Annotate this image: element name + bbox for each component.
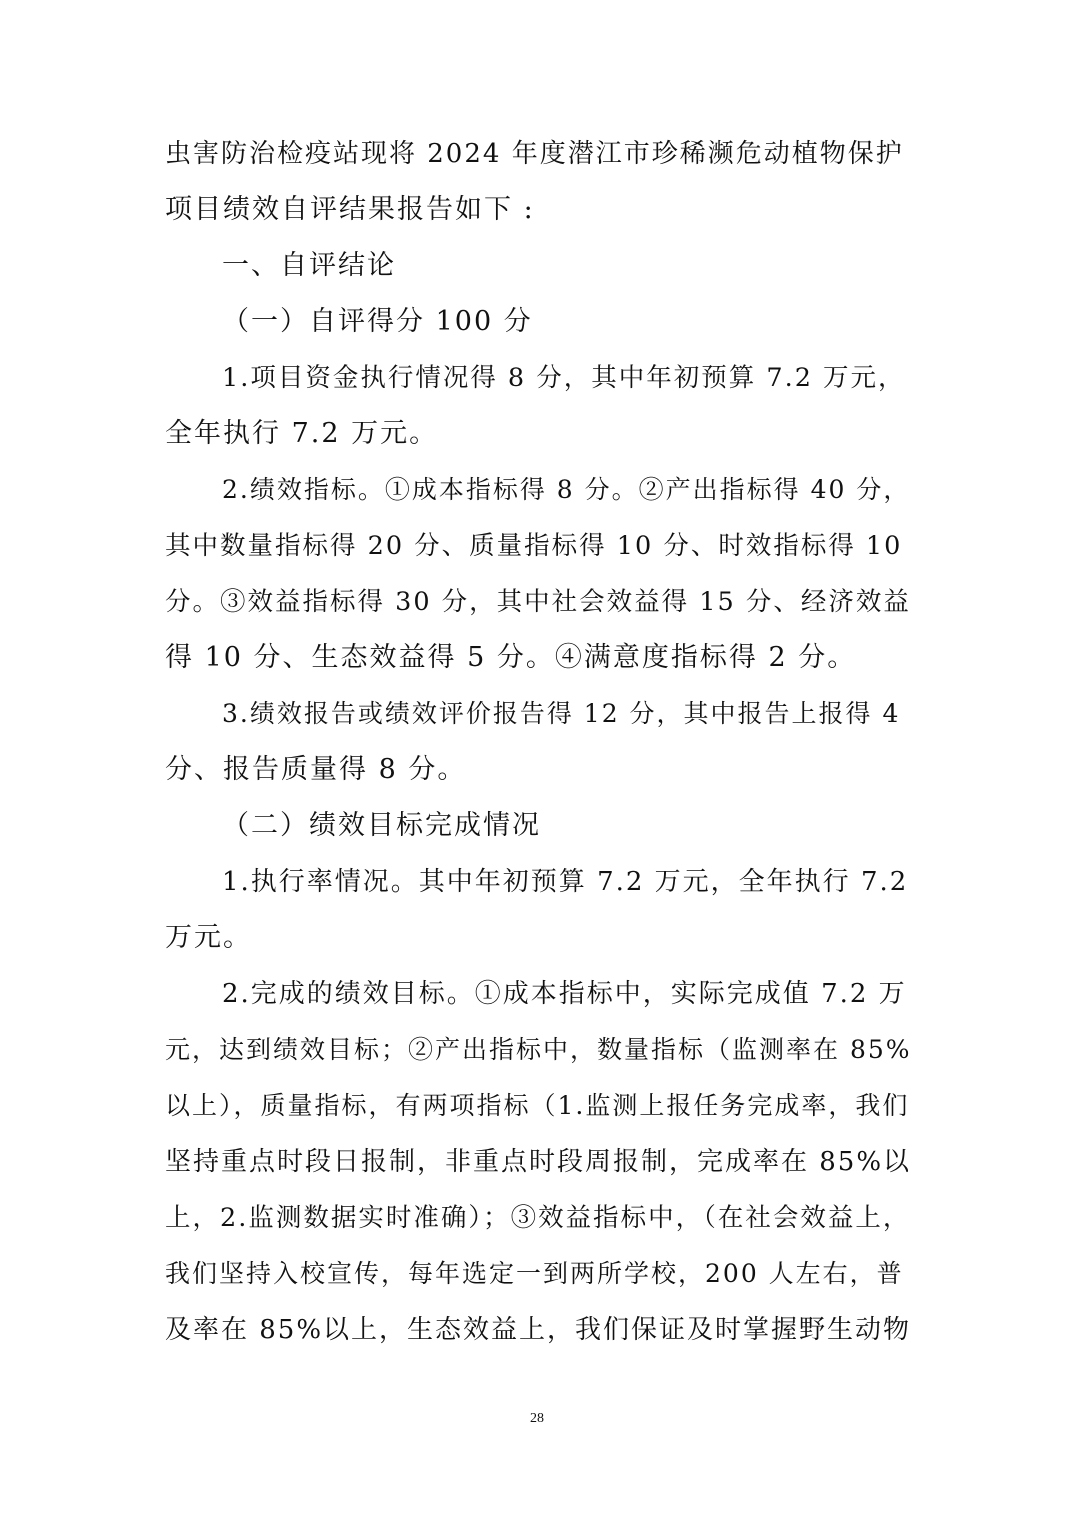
- text-line: 上，2.监测数据实时准确）；③效益指标中，（在社会效益上，: [165, 1203, 911, 1233]
- text-line: 项目绩效自评结果报告如下 :: [165, 194, 535, 225]
- text-line: 1.项目资金执行情况得 8 分，其中年初预算 7.2 万元，: [222, 363, 906, 393]
- page-number: 28: [530, 1411, 544, 1426]
- subsection-heading: （一）自评得分 100 分: [222, 306, 533, 337]
- text-line: 元，达到绩效目标；②产出指标中，数量指标（监测率在 85%: [165, 1035, 912, 1064]
- text-line: 以上），质量指标，有两项指标（1.监测上报任务完成率，我们: [165, 1091, 910, 1120]
- section-heading: 一、自评结论: [222, 250, 396, 281]
- text-line: 分、报告质量得 8 分。: [165, 754, 467, 785]
- text-line: 其中数量指标得 20 分、质量指标得 10 分、时效指标得 10: [165, 531, 903, 561]
- text-line: 2.完成的绩效目标。①成本指标中，实际完成值 7.2 万: [222, 979, 907, 1009]
- subsection-heading: （二）绩效目标完成情况: [222, 810, 541, 841]
- text-line: 3.绩效报告或绩效评价报告得 12 分，其中报告上报得 4: [222, 699, 901, 728]
- text-line: 及率在 85%以上，生态效益上，我们保证及时掌握野生动物: [165, 1315, 912, 1345]
- text-line: 坚持重点时段日报制，非重点时段周报制，完成率在 85%以: [165, 1147, 912, 1177]
- text-line: 虫害防治检疫站现将 2024 年度潜江市珍稀濒危动植物保护: [165, 139, 904, 169]
- text-line: 万元。: [165, 922, 252, 953]
- text-line: 全年执行 7.2 万元。: [165, 418, 439, 449]
- text-line: 我们坚持入校宣传，每年选定一到两所学校，200 人左右，普: [165, 1259, 904, 1288]
- text-line: 分。③效益指标得 30 分，其中社会效益得 15 分、经济效益: [165, 587, 911, 617]
- text-line: 2.绩效指标。①成本指标得 8 分。②产出指标得 40 分，: [222, 475, 911, 504]
- text-line: 得 10 分、生态效益得 5 分。④满意度指标得 2 分。: [165, 642, 857, 673]
- text-line: 1.执行率情况。其中年初预算 7.2 万元，全年执行 7.2: [222, 867, 909, 897]
